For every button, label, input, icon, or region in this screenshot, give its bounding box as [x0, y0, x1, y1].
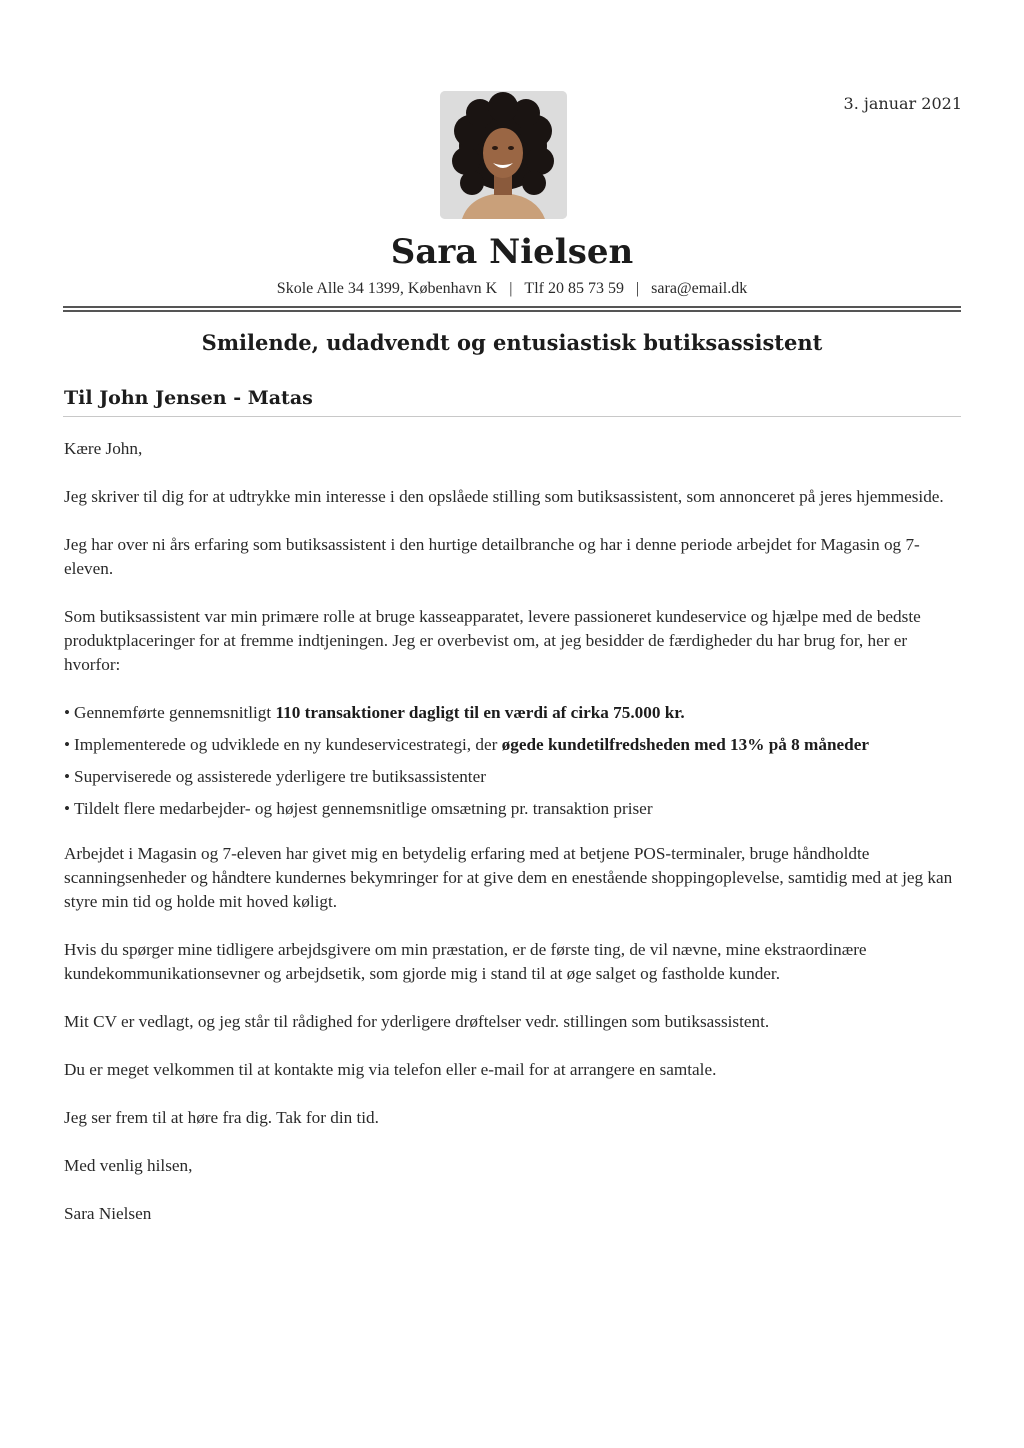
signature: Sara Nielsen [64, 1204, 152, 1223]
paragraph: Jeg skriver til dig for at udtrykke min interesse i den opslåede stilling som butiksassistent, som annonceret på jeres hjemmeside. [64, 487, 944, 506]
bullet-icon: • [64, 735, 71, 754]
recipient-divider [63, 416, 961, 417]
headline: Smilende, udadvendt og entusiastisk butiksassistent [201, 330, 823, 355]
contact-separator: | [509, 280, 513, 297]
list-item-emphasis: 110 transaktioner dagligt til en værdi af cirka 75.000 kr. [275, 703, 685, 722]
bullet-icon: • [64, 767, 71, 786]
paragraph: Jeg ser frem til at høre fra dig. Tak for din tid. [64, 1108, 379, 1127]
paragraph: Hvis du spørger mine tidligere arbejdsgivere om min præstation, er de første ting, de vil nævne, mine ekstraordinære kundekommunikationsevner og arbejdsetik, som gjorde mig i stand til at øge salget og fastholde kunder. [64, 940, 867, 983]
recipient-heading: Til John Jensen - Matas [64, 387, 313, 409]
contact-line [0, 280, 1024, 298]
list-item-text: Gennemførte gennemsnitligt [74, 703, 276, 722]
profile-photo [440, 91, 567, 219]
list-item [64, 733, 964, 757]
greeting: Kære John, [64, 439, 143, 458]
letter-date: 3. januar 2021 [843, 94, 962, 113]
paragraph: Arbejdet i Magasin og 7-eleven har givet mig en betydelig erfaring med at betjene POS-terminaler, bruge håndholdte scanningsenheder og håndtere kundernes bekymringer for at give dem en enestående shoppingoplevelse, samtidig med at jeg kan styre min tid og holde mit hoved køligt. [64, 844, 953, 911]
letter-body [64, 437, 964, 1250]
address-text: Skole Alle 34 1399, København K [276, 280, 498, 297]
closing: Med venlig hilsen, [64, 1156, 193, 1175]
paragraph: Du er meget velkommen til at kontakte mig via telefon eller e-mail for at arrangere en samtale. [64, 1060, 717, 1079]
paragraph: Jeg har over ni års erfaring som butiksassistent i den hurtige detailbranche og har i denne periode arbejdet for Magasin og 7-eleven. [64, 535, 920, 578]
email-text: sara@email.dk [651, 280, 748, 297]
list-item-text: Implementerede og udviklede en ny kundeservicestrategi, der [74, 735, 502, 754]
achievement-list [64, 701, 964, 821]
applicant-name: Sara Nielsen [390, 232, 634, 272]
bullet-icon: • [64, 703, 71, 722]
bullet-icon: • [64, 799, 71, 818]
phone-text: Tlf 20 85 73 59 [524, 280, 624, 297]
paragraph: Som butiksassistent var min primære rolle at bruge kasseapparatet, levere passioneret kundeservice og hjælpe med de bedste produktplaceringer for at fremme indtjeningen. Jeg er overbevist om, at jeg besidder de færdigheder du har brug for, her er hvorfor: [64, 607, 921, 674]
list-item-text: Superviserede og assisterede yderligere tre butiksassistenter [74, 767, 486, 786]
header-divider [63, 306, 961, 308]
list-item [64, 765, 964, 789]
list-item-text: Tildelt flere medarbejder- og højest gennemsnitlige omsætning pr. transaktion priser [74, 799, 653, 818]
list-item-emphasis: øgede kundetilfredsheden med 13% på 8 måneder [501, 735, 869, 754]
list-item [64, 797, 964, 821]
paragraph: Mit CV er vedlagt, og jeg står til rådighed for yderligere drøftelser vedr. stillingen som butiksassistent. [64, 1012, 770, 1031]
list-item [64, 701, 964, 725]
contact-separator: | [635, 280, 640, 297]
avatar-portrait-icon [440, 91, 567, 219]
header-divider [63, 310, 961, 312]
